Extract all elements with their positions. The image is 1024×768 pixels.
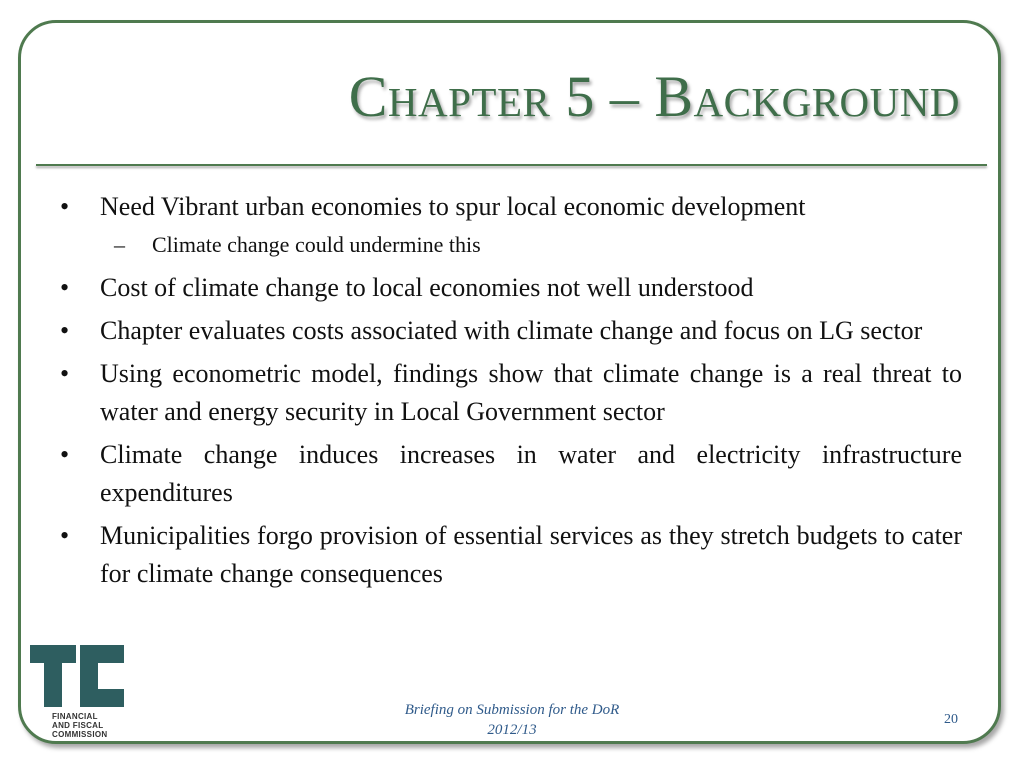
- bullet-marker: •: [60, 521, 70, 550]
- bullet-marker: •: [60, 316, 70, 345]
- footer-line-2: 2012/13: [487, 722, 537, 738]
- footer-text: [370, 700, 654, 740]
- bullet-marker: •: [60, 192, 70, 221]
- bullet-text: Climate change induces increases in water and electricity infrastructure expenditures: [100, 440, 962, 507]
- slide-title: Chapter 5 – Background: [348, 64, 960, 129]
- bullet-text: Cost of climate change to local economies not well understood: [100, 273, 754, 302]
- bullet-list: [56, 188, 962, 598]
- logo-line: AND FISCAL: [52, 721, 104, 730]
- bullet-text: Need Vibrant urban economies to spur local economic development: [100, 192, 806, 221]
- bullet-item: [56, 188, 962, 226]
- logo-line: COMMISSION: [52, 730, 108, 739]
- bullet-marker: •: [60, 359, 70, 388]
- logo-text: [52, 712, 107, 739]
- bullet-item: [56, 269, 962, 307]
- bullet-item: [56, 355, 962, 431]
- page-number: 20: [944, 712, 958, 727]
- sub-bullet-item: [56, 229, 962, 261]
- footer-line-1: Briefing on Submission for the DoR: [404, 702, 620, 718]
- bullet-text: Using econometric model, findings show that climate change is a real threat to water and energy security in Local Government sector: [100, 359, 962, 426]
- bullet-item: [56, 436, 962, 512]
- title-divider: [36, 164, 987, 166]
- bullet-item: [56, 312, 962, 350]
- bullet-item: [56, 517, 962, 593]
- bullet-marker: •: [60, 273, 70, 302]
- bullet-text: Chapter evaluates costs associated with climate change and focus on LG sector: [100, 316, 923, 345]
- bullet-marker: •: [60, 440, 70, 469]
- logo-line: FINANCIAL: [52, 712, 98, 721]
- bullet-text: Municipalities forgo provision of essential services as they stretch budgets to cater for climate change consequences: [100, 521, 962, 588]
- sub-bullet-text: Climate change could undermine this: [152, 232, 481, 257]
- sub-bullet-marker: –: [114, 232, 125, 257]
